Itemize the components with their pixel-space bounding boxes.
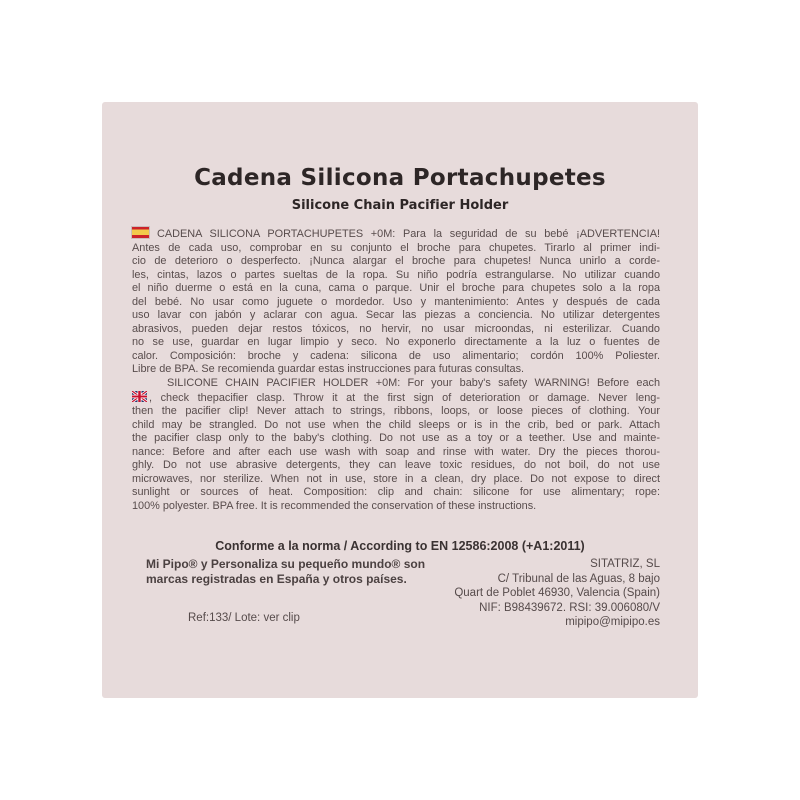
instruction-line: the pacifier clasp only to the baby's clothing. Do not use as a toy or a teether. Use and mainte-	[132, 432, 660, 445]
instruction-line: then the pacifier clip! Never attach to strings, ribbons, loops, or loose pieces of clothing. Your	[132, 405, 660, 418]
trademark-line-2: marcas registradas en España y otros países.	[146, 572, 407, 586]
trademark-notice	[146, 557, 425, 587]
safety-instructions	[132, 227, 660, 513]
spain-flag-icon	[132, 227, 149, 238]
spanish-warning-paragraph	[132, 227, 660, 377]
instruction-line: no se use, guardar en lugar limpio y seco. No exponerlo directamente a la luz o fuentes de	[132, 336, 660, 349]
instruction-line: abrasivos, pueden dejar restos tóxicos, no hervir, no usar microondas, ni esterilizar. Cuando	[132, 322, 660, 335]
instruction-line: calor. Composición: broche y cadena: silicona de uso alimentario; cordón 100% Poliester.	[132, 349, 660, 362]
english-warning-paragraph	[132, 377, 660, 513]
product-subtitle: Silicone Chain Pacifier Holder	[291, 198, 509, 213]
uk-flag-icon	[132, 391, 147, 402]
instruction-line: les, cintas, lazos o partes sueltas de la ropa. Su niño podría estrangularse. No utilizar cuando	[132, 268, 660, 281]
company-name: SITATRIZ, SL	[590, 558, 660, 570]
instruction-line: uso lavar con jabón y aclarar con agua. Secar las piezas a conciencia. No utilizar detergentes	[132, 309, 660, 322]
company-address-line-2: Quart de Poblet 46930, Valencia (Spain)	[454, 587, 660, 600]
standard-compliance-line: Conforme a la norma / According to EN 12586:2008 (+A1:2011)	[215, 539, 585, 553]
instruction-line: sunlight or sources of heat. Composition: clip and chain: silicone for use alimentary; rope:	[132, 486, 660, 499]
instruction-line: ghly. Do not use abrasive detergents, they can leave toxic residues, do not boil, do not use	[132, 459, 660, 472]
ref-lot-line: Ref:133/ Lote: ver clip	[188, 612, 300, 624]
product-title: Cadena Silicona Portachupetes	[194, 165, 606, 191]
company-email: mipipo@mipipo.es	[565, 616, 660, 629]
instruction-line: nance: Before and after each use wash with soap and rinse with water. Dry the pieces thorou-	[132, 445, 660, 458]
instruction-line: Antes de cada uso, comprobar en su conjunto el broche para chupetes. Tirarlo al primer indi-	[132, 241, 660, 254]
instruction-line: del bebé. No usar como juguete o mordedor. Uso y mantenimiento: Antes y después de cada	[132, 295, 660, 308]
instruction-line: microwaves, nor sterilize. When not in use, store in a clean, dry place. Do not expose to direct	[132, 472, 660, 485]
company-ids: NIF: B98439672. RSI: 39.006080/V	[479, 601, 660, 614]
instruction-line: cio de deterioro o desperfecto. ¡Nunca alargar el broche para chupetes! Nunca unirlo a corde-	[132, 255, 660, 268]
instruction-line: el niño duerme o está en la cuna, cama o parque. Unir el broche para chupetes solo a la ropa	[132, 282, 660, 295]
instruction-line: child may be strangled. Do not use when the child sleeps or is in the crib, bed or park. Attach	[132, 418, 660, 431]
instruction-line: 100% polyester. BPA free. It is recommended the conservation of these instructions.	[132, 499, 537, 512]
company-address-line-1: C/ Tribunal de las Aguas, 8 bajo	[497, 572, 660, 585]
product-label-panel	[102, 102, 698, 698]
instruction-line: , check thepacifier clasp. Throw it at the first sign of deterioration or damage. Never leng-	[132, 391, 660, 406]
trademark-line-1: Mi Pipo® y Personaliza su pequeño mundo® son	[146, 557, 426, 571]
instruction-line: SILICONE CHAIN PACIFIER HOLDER +0M: For your baby's safety WARNING! Before each	[167, 377, 660, 390]
instruction-line: Libre de BPA. Se recomienda guardar estas instrucciones para futuras consultas.	[132, 363, 525, 376]
company-address-block	[454, 557, 660, 630]
instruction-line: CADENA SILICONA PORTACHUPETES +0M: Para la seguridad de su bebé ¡ADVERTENCIA!	[132, 227, 660, 242]
